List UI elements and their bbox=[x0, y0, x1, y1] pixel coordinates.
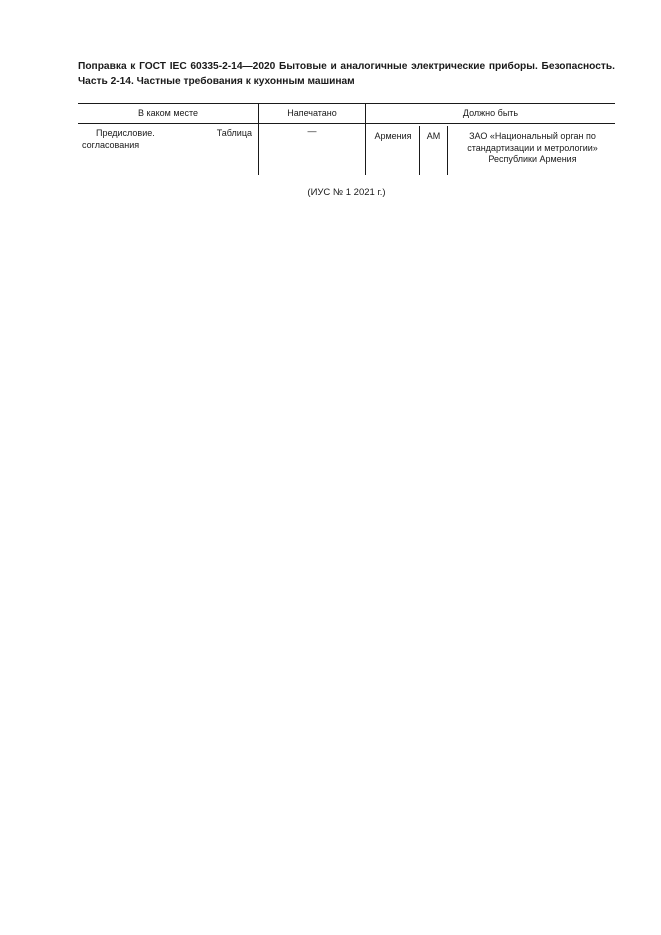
row-printed: — bbox=[307, 126, 317, 136]
row-country: Армения bbox=[374, 131, 412, 141]
table-header-rule bbox=[78, 123, 615, 124]
document-title: Поправка к ГОСТ IEC 60335-2-14—2020 Бытовые и аналогичные электрические приборы. Безопасность. Часть 2-14. Частные требования к кухонным машинам bbox=[78, 61, 615, 87]
header-should-be: Должно быть bbox=[462, 108, 519, 118]
row-organization: ЗАО «Национальный орган по стандартизации и метрологии» Республики Армения bbox=[467, 131, 598, 164]
header-printed: Напечатано bbox=[287, 108, 337, 118]
header-where: В каком месте bbox=[137, 108, 199, 118]
correction-table bbox=[78, 103, 615, 175]
row-country-code: AM bbox=[426, 131, 441, 141]
publication-note: (ИУС № 1 2021 г.) bbox=[307, 187, 386, 198]
table-top-rule bbox=[78, 103, 615, 104]
row-where: Предисловие. Таблица согласования bbox=[82, 128, 252, 150]
column-divider bbox=[447, 126, 448, 175]
